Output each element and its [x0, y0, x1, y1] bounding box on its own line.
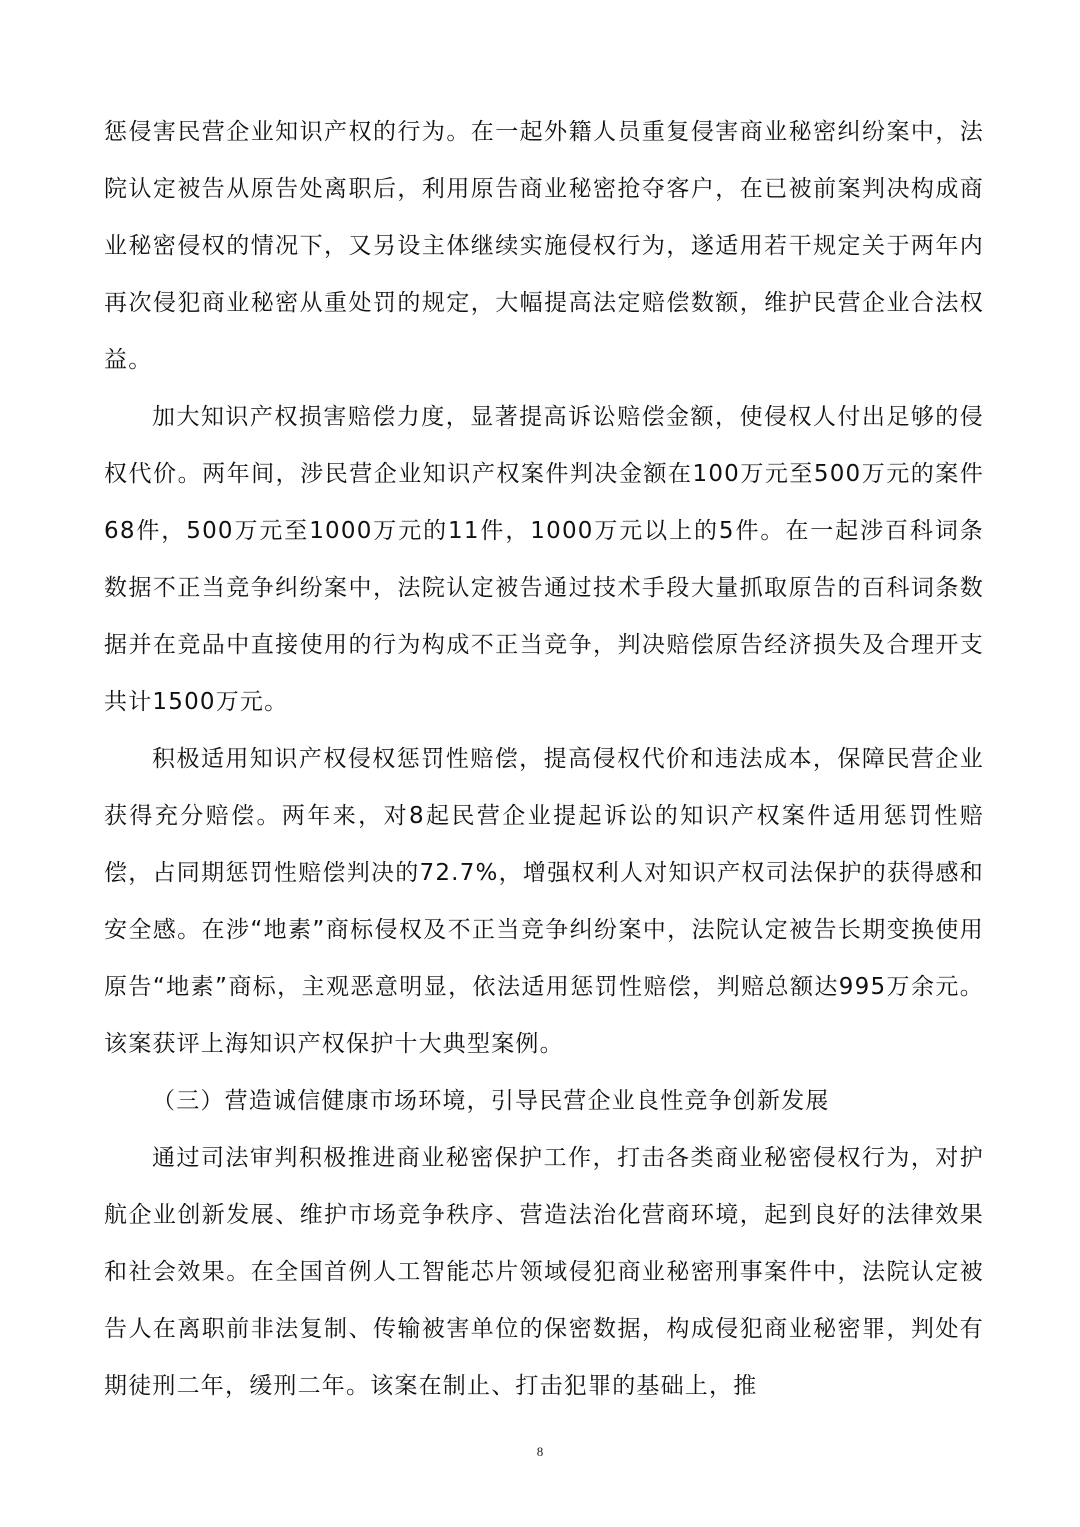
- paragraph-continuation: 惩侵害民营企业知识产权的行为。在一起外籍人员重复侵害商业秘密纠纷案中，法院认定被告从原告处离职后，利用原告商业秘密抢夺客户，在已被前案判决构成商业秘密侵权的情况下，又另设主体继续实施侵权行为，遂适用若干规定关于两年内再次侵犯商业秘密从重处罚的规定，大幅提高法定赔偿数额，维护民营企业合法权益。: [104, 119, 984, 373]
- page-body: [104, 104, 984, 1415]
- paragraph-trade-secret-protection: 通过司法审判积极推进商业秘密保护工作，打击各类商业秘密侵权行为，对护航企业创新发展、维护市场竞争秩序、营造法治化营商环境，起到良好的法律效果和社会效果。在全国首例人工智能芯片领域侵犯商业秘密刑事案件中，法院认定被告人在离职前非法复制、传输被害单位的保密数据，构成侵犯商业秘密罪，判处有期徒刑二年，缓刑二年。该案在制止、打击犯罪的基础上，推: [104, 1145, 984, 1399]
- paragraph-damages-compensation: 加大知识产权损害赔偿力度，显著提高诉讼赔偿金额，使侵权人付出足够的侵权代价。两年间，涉民营企业知识产权案件判决金额在100万元至500万元的案件68件，500万元至1000万元的11件，1000万元以上的5件。在一起涉百科词条数据不正当竞争纠纷案中，法院认定被告通过技术手段大量抓取原告的百科词条数据并在竞品中直接使用的行为构成不正当竞争，判决赔偿原告经济损失及合理开支共计1500万元。: [104, 404, 984, 715]
- paragraph-punitive-damages: 积极适用知识产权侵权惩罚性赔偿，提高侵权代价和违法成本，保障民营企业获得充分赔偿。两年来，对8起民营企业提起诉讼的知识产权案件适用惩罚性赔偿，占同期惩罚性赔偿判决的72.7%，增强权利人对知识产权司法保护的获得感和安全感。在涉“地素”商标侵权及不正当竞争纠纷案中，法院认定被告长期变换使用原告“地素”商标，主观恶意明显，依法适用惩罚性赔偿，判赔总额达995万余元。该案获评上海知识产权保护十大典型案例。: [104, 746, 984, 1057]
- page-number: 8: [536, 1444, 544, 1459]
- section-heading: （三）营造诚信健康市场环境，引导民营企业良性竞争创新发展: [152, 1088, 830, 1114]
